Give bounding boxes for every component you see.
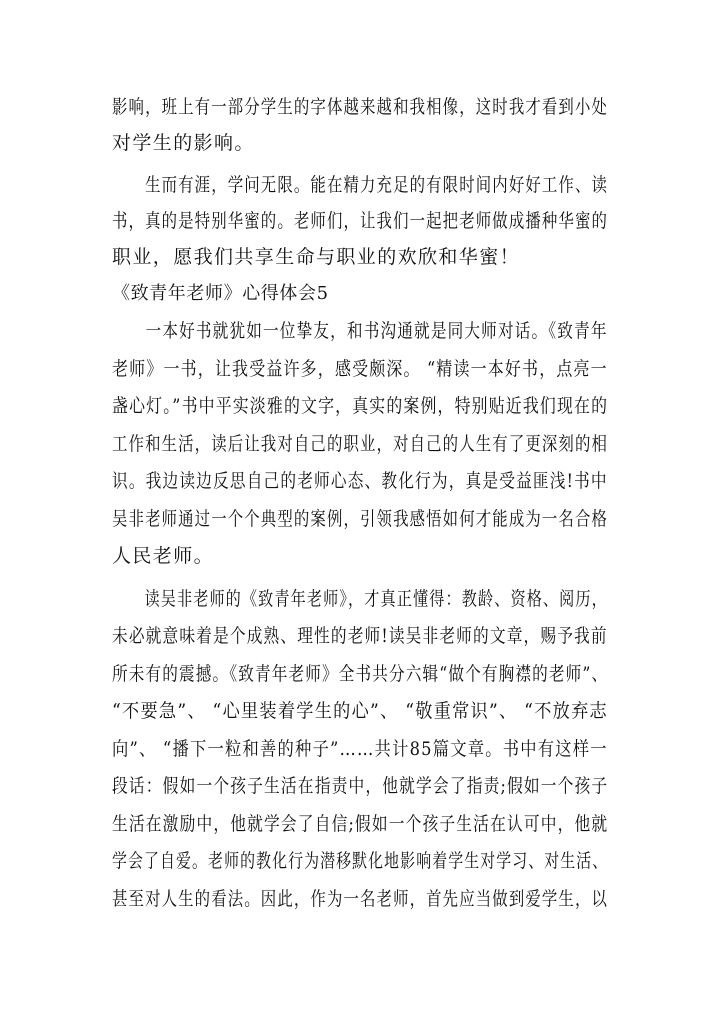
text-line: 老师》一书，让我受益许多，感受颇深。 “精读一本好书，点亮一 bbox=[112, 358, 608, 380]
text-line: 甚至对人生的看法。因此，作为一名老师，首先应当做到爱学生，以 bbox=[112, 888, 609, 910]
text-line: 段话：假如一个孩子生活在指责中，他就学会了指责;假如一个孩子 bbox=[112, 775, 609, 797]
text-line: 书，真的是特别华蜜的。老师们，让我们一起把老师做成播种华蜜的 bbox=[112, 210, 609, 232]
text-line: 一本好书就犹如一位挚友，和书沟通就是同大师对话。《致青年 bbox=[112, 320, 608, 342]
text-line: 生活在激励中，他就学会了自信;假如一个孩子生活在认可中，他就 bbox=[112, 813, 609, 835]
text-line: 吴非老师通过一个个典型的案例，引领我感悟如何才能成为一名合格 bbox=[112, 508, 609, 530]
text-line: 向”、 “播下一粒和善的种子”……共计85篇文章。书中有这样一 bbox=[112, 738, 608, 760]
text-line: 学会了自爱。老师的教化行为潜移默化地影响着学生对学习、对生活、 bbox=[112, 850, 609, 872]
text-line: 对学生的影响。 bbox=[112, 132, 255, 154]
text-line: 盏心灯。”书中平实淡雅的文字，真实的案例，特别贴近我们现在的 bbox=[112, 395, 609, 417]
text-line: “不要急”、 “心里装着学生的心”、 “敬重常识”、 “不放弃志 bbox=[112, 700, 608, 722]
text-line: 所未有的震撼。《致青年老师》全书共分六辑“做个有胸襟的老师”、 bbox=[112, 663, 609, 685]
text-line: 影响，班上有一部分学生的字体越来越和我相像，这时我才看到小处 bbox=[112, 96, 609, 118]
text-line: 识。我边读边反思自己的老师心态、教化行为，真是受益匪浅!书中 bbox=[112, 470, 608, 492]
text-line: 未必就意味着是个成熟、理性的老师!读吴非老师的文章，赐予我前 bbox=[112, 625, 608, 647]
text-line: 生而有涯，学问无限。能在精力充足的有限时间内好好工作、读 bbox=[112, 174, 609, 196]
text-line: 读吴非老师的《致青年老师》，才真正懂得：教龄、资格、阅历， bbox=[112, 588, 608, 610]
section-heading: 《致青年老师》心得体会5 bbox=[112, 283, 329, 304]
text-line: 职业，愿我们共享生命与职业的欢欣和华蜜！ bbox=[112, 246, 521, 268]
text-line: 人民老师。 bbox=[112, 545, 215, 567]
text-line: 工作和生活，读后让我对自己的职业，对自己的人生有了更深刻的相 bbox=[112, 433, 609, 455]
